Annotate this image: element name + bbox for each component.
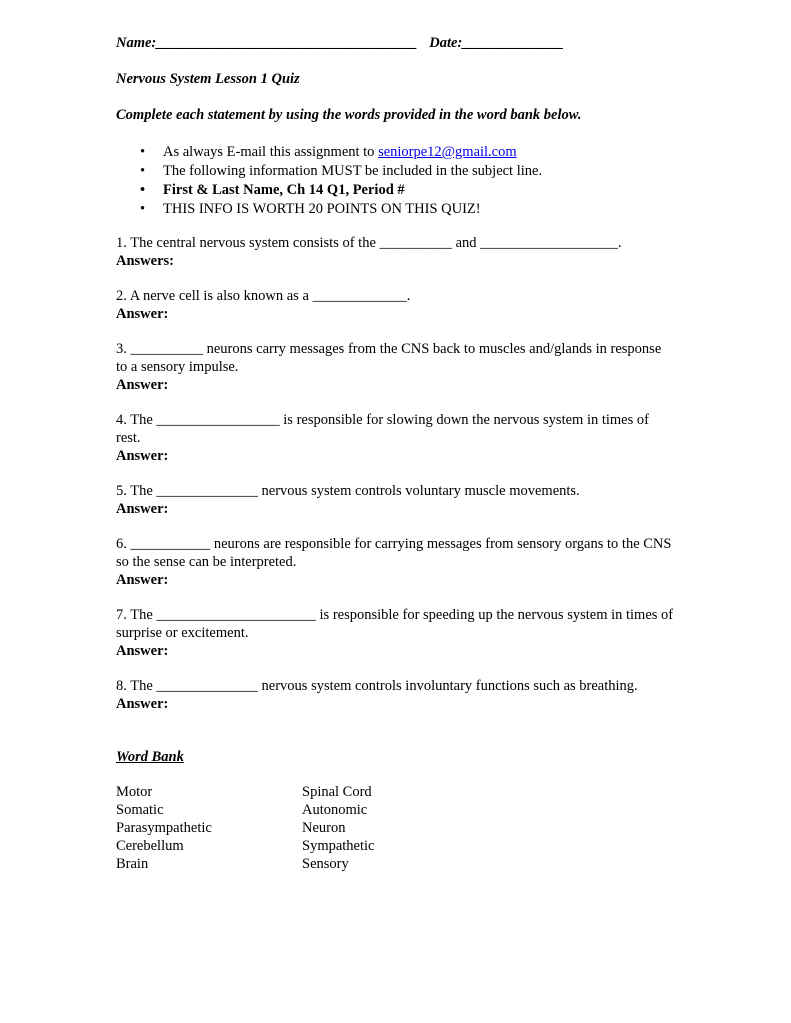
answer-label: Answer: (116, 448, 169, 464)
word-bank-term: Spinal Cord (302, 784, 372, 800)
question-text: 3. __________ neurons carry messages from the CNS back to muscles and/glands in response to a sensory impulse. (116, 341, 662, 375)
answer-label: Answer: (116, 572, 169, 588)
subject-line-instruction: The following information MUST be included in the subject line. (163, 163, 543, 179)
bullet-icon: • (140, 144, 146, 160)
question-text: 2. A nerve cell is also known as a _____________. (116, 288, 411, 304)
email-instruction-text: As always E-mail this assignment to (163, 144, 379, 160)
question-6 (116, 535, 676, 589)
word-bank-row (116, 801, 676, 819)
question-1 (116, 234, 676, 270)
document-content (116, 34, 676, 873)
question-text: 7. The ______________________ is responsible for speeding up the nervous system in times of surprise or excitement. (116, 607, 674, 641)
word-bank-row (116, 837, 676, 855)
word-bank-term: Autonomic (302, 802, 368, 818)
question-4 (116, 411, 676, 465)
instructions: Complete each statement by using the words provided in the word bank below. (116, 107, 582, 123)
question-text: 8. The ______________ nervous system controls involuntary functions such as breathing. (116, 678, 638, 694)
email-link[interactable]: seniorpe12@gmail.com (378, 144, 517, 160)
points-notice: THIS INFO IS WORTH 20 POINTS ON THIS QUIZ! (163, 201, 481, 217)
word-bank-title: Word Bank (116, 749, 184, 765)
question-3 (116, 340, 676, 394)
list-item (116, 200, 676, 219)
quiz-title: Nervous System Lesson 1 Quiz (116, 71, 300, 87)
subject-line-format: First & Last Name, Ch 14 Q1, Period # (163, 182, 405, 198)
question-text: 4. The _________________ is responsible for slowing down the nervous system in times of rest. (116, 412, 649, 446)
bullet-icon: • (140, 163, 146, 179)
word-bank (116, 783, 676, 873)
date-field-label: Date:______________ (429, 35, 564, 51)
word-bank-term: Parasympathetic (116, 820, 212, 836)
word-bank-term: Sensory (302, 856, 349, 872)
word-bank-row (116, 855, 676, 873)
question-text: 5. The ______________ nervous system controls voluntary muscle movements. (116, 483, 580, 499)
word-bank-term: Neuron (302, 820, 346, 836)
header-line (116, 34, 676, 54)
name-field-label: Name:____________________________________ (116, 35, 418, 51)
list-item (116, 162, 676, 181)
answer-label: Answer: (116, 643, 169, 659)
answer-label: Answer: (116, 377, 169, 393)
answer-label: Answer: (116, 696, 169, 712)
word-bank-term: Brain (116, 856, 149, 872)
question-text: 1. The central nervous system consists of the __________ and ___________________. (116, 235, 622, 251)
answer-label: Answers: (116, 253, 174, 269)
list-item (116, 181, 676, 200)
list-item (116, 143, 676, 162)
instruction-list (116, 143, 676, 219)
question-text: 6. ___________ neurons are responsible for carrying messages from sensory organs to the CNS so the sense can be interpreted. (116, 536, 672, 570)
word-bank-term: Somatic (116, 802, 164, 818)
question-5 (116, 482, 676, 518)
answer-label: Answer: (116, 501, 169, 517)
word-bank-row (116, 783, 676, 801)
bullet-icon: • (140, 201, 146, 217)
question-8 (116, 677, 676, 713)
bullet-icon: • (140, 182, 146, 198)
word-bank-term: Cerebellum (116, 838, 184, 854)
word-bank-term: Sympathetic (302, 838, 375, 854)
word-bank-term: Motor (116, 784, 153, 800)
question-2 (116, 287, 676, 323)
answer-label: Answer: (116, 306, 169, 322)
question-7 (116, 606, 676, 660)
word-bank-row (116, 819, 676, 837)
